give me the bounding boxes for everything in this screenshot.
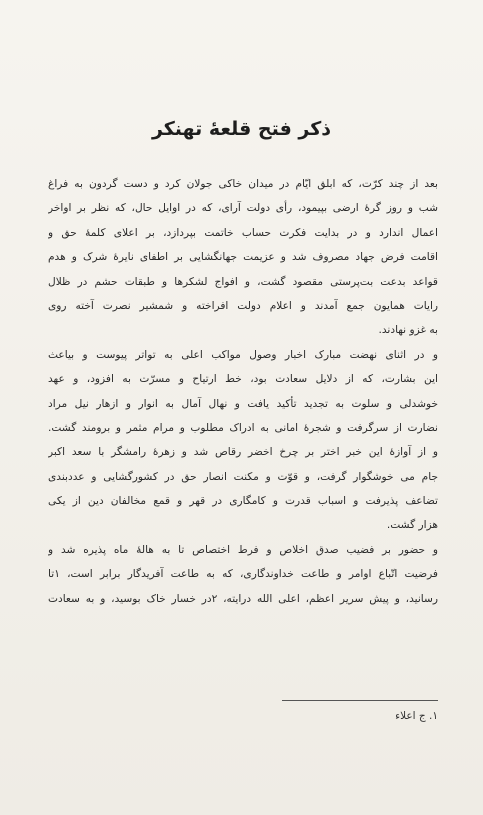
- text-line: جام می خوشگوار گرفت، و قوّت و مکنت انصار حق در کشورگشایی و عدد‌بندی: [48, 470, 438, 483]
- paragraph-2: [48, 343, 438, 441]
- text-line: و در اثنای نهضت مبارک اخبار وصول مواکب اعلی به تواتر پیوست و بیاعث: [48, 348, 438, 361]
- text-line: بعد از چند کرّت، که ابلق ایّام در میدان خاکی جولان کرد و دست گردون به فراغ: [48, 178, 438, 190]
- text-line: به غزو نهادند.: [378, 324, 438, 337]
- text-line: قواعد بدعت بت‌پرستی مقصود گشت، و افواج لشکرها و طبقات حشم در ظلال: [48, 275, 438, 288]
- text-line: و از آوازهٔ این خبر اختر بر چرخ اخضر رقاص شد و زهرهٔ رامشگر با سعد اکبر: [48, 446, 438, 459]
- text-line: اقامت فرض جهاد مصروف شد و عزیمت جهانگشایی بر اطفای نایرهٔ شرک و هدم: [48, 251, 438, 264]
- text-line: هزار گشت.: [386, 519, 438, 532]
- text-line: رسانید، و پیش سریر اعظم، اعلی الله درایته، ۲در خسار خاک بوسید، و به سعادت: [48, 592, 438, 605]
- chapter-title: ذکر فتح قلعهٔ تهنکر: [151, 118, 332, 140]
- footnote-divider: [282, 700, 438, 701]
- text-line: این بشارت، که از دلایل سعادت بود، خط ارتیاح و مسرّت به افزود، و عهد: [48, 373, 438, 386]
- text-line: تضاعف پذیرفت و اسباب قدرت و کامگاری در قهر و قمع مخالفان دین از یکی: [48, 495, 438, 508]
- text-line: خوشدلی و سلوت به تجدید تأکید یافت و نهال آمال به انوار و ازهار نیل مراد: [48, 397, 438, 410]
- body-text: [48, 172, 438, 611]
- paragraph-4: [48, 538, 438, 611]
- text-line: اعمال اندارد و در بدایت فکرت حساب خاتمت بپردازد، بر اعلای کلمهٔ حق و: [48, 226, 438, 239]
- text-line: و حضور بر فضیب صدق اخلاص و فرط اختصاص تا به هالهٔ ماه پذیره شد و: [48, 543, 438, 556]
- text-line: فرضیت اتّباع اوامر و طاعت خداوندگاری، که به طاعت آفریدگار برابر است، ۱تا: [48, 568, 438, 581]
- paragraph-3: [48, 440, 438, 538]
- paragraph-1: [48, 172, 438, 343]
- text-line: رایات همایون جمع آمدند و اعلام دولت افراخته و شمشیر نصرت آخته روی: [48, 299, 438, 312]
- footnote: ۱. ج اعلاء: [395, 710, 438, 722]
- text-line: شب و روز گرهٔ ارضی بپیمود، رأی دولت آرای، که در اوایل حال، که نظر بر اواخر: [48, 202, 438, 215]
- text-line: نضارت از سرگرفت و شجرهٔ امانی به ادراک مطلوب و مرام مثمر و برومند گشت.: [48, 421, 438, 434]
